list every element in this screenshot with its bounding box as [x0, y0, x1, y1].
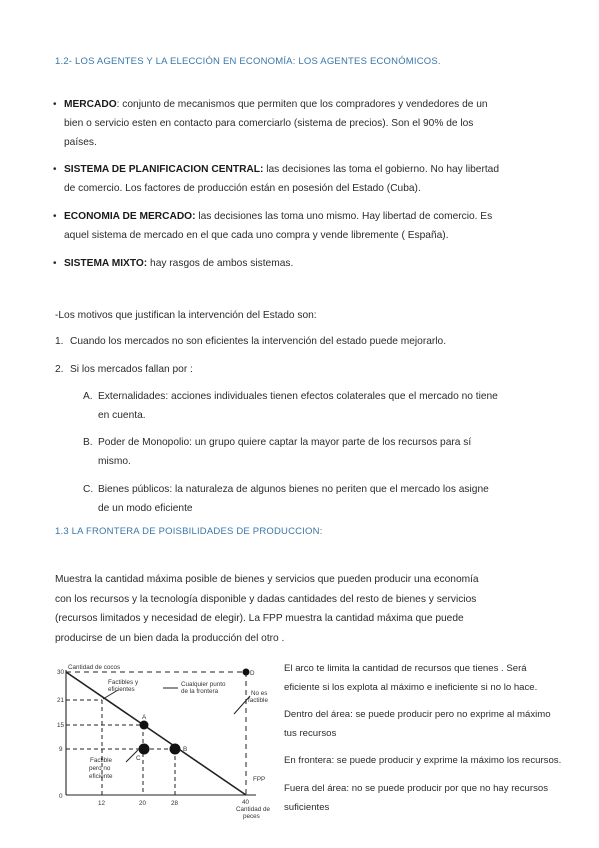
list-item	[98, 433, 548, 471]
y-tick: 15	[57, 722, 65, 729]
motives-intro: -Los motivos que justifican la intervención del Estado son:	[55, 310, 317, 321]
bullet-planificacion	[64, 160, 548, 198]
bullet-text: aquel sistema de mercado en el que cada uno compra y vende libremente ( España).	[64, 230, 449, 241]
bullet-dot: •	[53, 99, 57, 110]
bullet-dot: •	[53, 211, 57, 222]
list-letter: B.	[83, 437, 93, 448]
label-noes: No es	[251, 690, 268, 697]
side-note-arco	[284, 659, 584, 697]
x-axis-title: peces	[243, 813, 260, 820]
x-tick: 40	[242, 799, 250, 806]
point-d	[243, 669, 250, 676]
list-item-text: mismo.	[98, 456, 131, 467]
label-b: B	[183, 746, 188, 753]
section-heading-fpp: 1.3 LA FRONTERA DE POISBILIDADES DE PRODUCCION:	[55, 526, 323, 537]
bullet-text: de comercio. Los factores de producción están en posesión del Estado (Cuba).	[64, 183, 421, 194]
y-axis-title: Cantidad de cocos	[68, 664, 121, 671]
bullet-text: bien o servicio esten en contacto para comerciarlo (sistema de precios). Son el 90% de los	[64, 118, 474, 129]
bullet-dot: •	[53, 258, 57, 269]
y-tick: 21	[57, 697, 65, 704]
bullet-dot: •	[53, 164, 57, 175]
list-item: Cuando los mercados no son eficientes la intervención del estado puede mejorarlo.	[70, 336, 447, 347]
list-number: 1.	[55, 336, 64, 347]
term: MERCADO	[64, 99, 117, 110]
label-factible: Factible	[90, 757, 113, 764]
bullet-mercado	[64, 95, 546, 152]
side-note-line: suficientes	[284, 802, 330, 813]
side-note-line: Dentro del área: se puede producir pero no exprime al máximo	[284, 709, 551, 720]
x-tick: 28	[171, 800, 179, 807]
list-item-text: Externalidades: acciones individuales tienen efectos colaterales que el mercado no tiene	[98, 391, 498, 402]
origin-label: 0	[59, 793, 63, 800]
y-tick: 30	[57, 669, 65, 676]
side-note-line: El arco te limita la cantidad de recursos que tienes . Será	[284, 663, 527, 674]
bullet-text: las decisiones las toma el gobierno. No hay libertad	[263, 164, 499, 175]
fpp-chart	[50, 662, 278, 822]
label-a: A	[142, 714, 147, 721]
side-note-line: En frontera: se puede producir y exprime la máximo los recursos.	[284, 755, 562, 766]
label-d: D	[250, 670, 255, 677]
label-factible: eficiente	[89, 773, 113, 780]
x-tick: 12	[98, 800, 106, 807]
section-heading-agents: 1.2- LOS AGENTES Y LA ELECCIÓN EN ECONOMÍA: LOS AGENTES ECONÓMICOS.	[55, 56, 441, 67]
side-note-line: eficiente si los explota al máximo e ineficiente si no lo hace.	[284, 682, 538, 693]
list-number: 2.	[55, 364, 64, 375]
list-letter: C.	[83, 484, 94, 495]
list-letter: A.	[83, 391, 93, 402]
list-item: Si los mercados fallan por :	[70, 364, 193, 375]
side-note-line: tus recursos	[284, 728, 337, 739]
paragraph-line: con los recursos y la tecnología disponible y dadas cantidades del resto de bienes y servicios	[55, 593, 477, 605]
list-item-text: en cuenta.	[98, 410, 146, 421]
point-c	[139, 744, 150, 755]
label-noes: factible	[248, 697, 268, 704]
paragraph-line: (recursos limitados y necesidad de elegir). La FPP muestra la cantidad máxima que puede	[55, 613, 464, 624]
side-note-fuera	[284, 779, 584, 817]
fpp-paragraph	[55, 570, 547, 648]
label-cualquier: de la frontera	[181, 688, 219, 695]
y-tick: 9	[59, 746, 63, 753]
label-fpp: FPP	[253, 776, 266, 783]
bullet-text: hay rasgos de ambos sistemas.	[147, 258, 294, 269]
side-note-line: Fuera del área: no se puede producir por que no hay recursos	[284, 783, 548, 794]
side-note-dentro	[284, 705, 584, 743]
list-item	[98, 480, 548, 518]
list-item-text: de un modo eficiente	[98, 503, 193, 514]
list-item-text: Poder de Monopolio: un grupo quiere captar la mayor parte de los recursos para sí	[98, 437, 472, 448]
label-factibles: Factibles y	[108, 679, 139, 686]
term: SISTEMA DE PLANIFICACION CENTRAL:	[64, 164, 264, 175]
paragraph-line: Muestra la cantidad máxima posible de bienes y servicios que pueden producir una economía	[55, 574, 479, 585]
label-factible: pero no	[89, 765, 111, 772]
bullet-text: países.	[64, 137, 97, 148]
bullet-economia-mercado	[64, 207, 548, 245]
side-note-frontera	[284, 751, 584, 770]
point-a	[140, 721, 149, 730]
label-c: C	[136, 755, 141, 762]
label-cualquier: Cualquier punto	[181, 681, 226, 688]
point-b	[170, 744, 181, 755]
label-factibles: eficientes	[108, 686, 135, 693]
x-tick: 20	[139, 800, 147, 807]
bullet-mixto	[64, 254, 548, 273]
bullet-text: : conjunto de mecanismos que permiten que los compradores y vendedores de un	[116, 99, 488, 110]
bullet-text: las decisiones las toma uno mismo. Hay libertad de comercio. Es	[195, 211, 493, 222]
list-item	[98, 387, 548, 425]
x-axis-title: Cantidad de	[236, 806, 270, 813]
term: SISTEMA MIXTO:	[64, 258, 148, 269]
term: ECONOMIA DE MERCADO:	[64, 211, 196, 222]
paragraph-line: producirse de un bien dada la producción del otro .	[55, 632, 285, 644]
list-item-text: Bienes públicos: la naturaleza de algunos bienes no periten que el mercado los asigne	[98, 484, 489, 495]
